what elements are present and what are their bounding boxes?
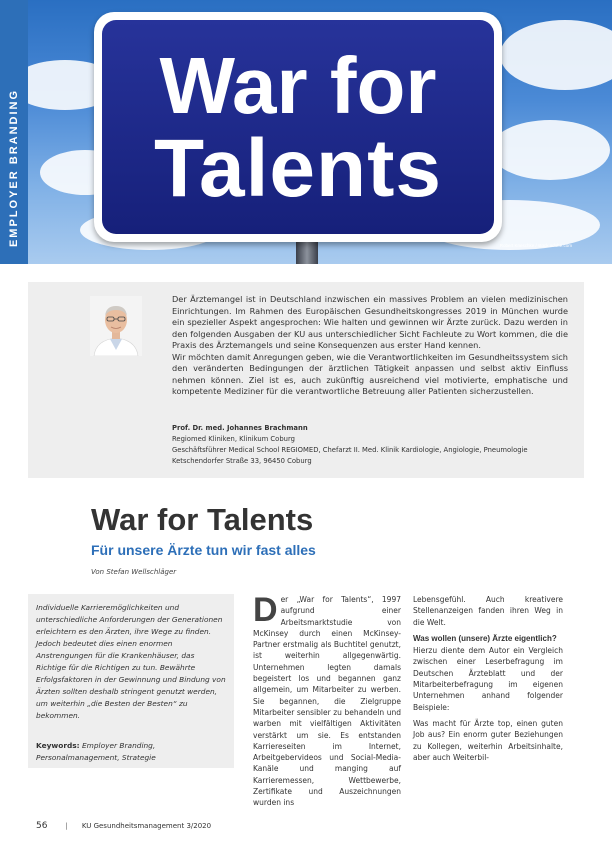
editorial-box: [28, 282, 584, 478]
abstract-text: Individuelle Karrieremöglichkeiten und unterschiedliche Anforderungen der Generationen erleichtern es den Ärzten, ihre Wege zu finden. Jedoch bedeutet dies einen enormen Anstrengungen für die Krankenhäuser, das Richtige für die Richtigen zu tun. Bewährte Erfolgsfaktoren in der Gewinnung und Bindung von Ärzten sollten deshalb stringent genutzt werden, um weiterhin „die Besten der Besten“ zu bekommen.: [36, 603, 226, 720]
article-title: War for Talents: [91, 502, 314, 537]
hero-image: [0, 0, 612, 264]
keywords: [36, 740, 226, 764]
body-paragraph: Was macht für Ärzte top, einen guten Job aus? Ein enorm guter Beziehungen zu Kollegen, weiterhin Arbeitsinhalte, aber auch Weiterbil-: [413, 718, 563, 762]
article-subtitle: Für unsere Ärzte tun wir fast alles: [91, 542, 316, 558]
signature-affiliation: Regiomed Kliniken, Klinikum Coburg: [172, 435, 295, 443]
signature-position: Geschäftsführer Medical School REGIOMED, Chefarzt II. Med. Klinik Kardiologie, Angiologie, Pneumologie: [172, 446, 528, 454]
signature-address: Ketschendorfer Straße 33, 96450 Coburg: [172, 457, 312, 465]
body-column-2: [413, 594, 563, 768]
author-portrait: [90, 296, 142, 356]
section-heading: Was wollen (unsere) Ärzte eigentlich?: [413, 633, 557, 643]
journal-name: KU Gesundheitsmanagement 3/2020: [81, 822, 212, 830]
body-text: er „War for Talents“, 1997 aufgrund einer Arbeitsmarktstudie von McKinsey durch einen McKinsey-Partner erstmalig als Buchtitel genutzt, ist weiterhin allgegenwärtig. Unternehmen legten damals begeistert los und begannen ganz allgemein, um Mitarbeiter zu werben. Sie begannen, die Zielgruppe Mitarbeiter sensibler zu behandeln und warben mit vielfältigen Aktivitäten verstärkt um sie. Es entstanden Karriereseiten im Internet, Arbeitgebervideos und Social-Media-Kanäle und manging auf Karrieremessen, Wettbewerbe, Zertifikate und Auszeichnungen wurden ins: [253, 595, 401, 808]
article-author: Von Stefan Wellschläger: [91, 568, 177, 576]
body-column-1: [253, 591, 401, 809]
keywords-label: Keywords:: [36, 741, 80, 750]
keywords-value: Employer Branding, Personalmanagement, Strategie: [36, 741, 156, 762]
sign-text-line2: Talents: [154, 123, 442, 214]
footer-divider: |: [65, 822, 68, 830]
page-footer: [36, 821, 211, 831]
portrait-icon: [90, 296, 142, 356]
editorial-paragraph: Der Ärztemangel ist in Deutschland inzwischen ein massives Problem an vielen medizinischen Einrichtungen. Im Rahmen des Europäischen Gesundheitskongresses 2019 in München wurde ein spezieller Aspekt angesprochen: Wie halten und gewinnen wir Ärzte zurück. Dazu werden in den folgenden Ausgaben der KU aus unterschiedlicher Sicht Fachleute zu Wort kommen, die die Praxis des Ärztemangels und seine Konsequenzen aus erster Hand kennen.: [172, 294, 568, 350]
page-number: 56: [36, 821, 48, 831]
road-sign: [94, 12, 502, 242]
drop-cap: D: [253, 591, 278, 629]
signature-name: Prof. Dr. med. Johannes Brachmann: [172, 424, 308, 432]
body-paragraph: Lebensgefühl. Auch kreativere Stellenanzeigen fanden ihren Weg in die Welt.: [413, 595, 563, 627]
editorial-signature: [172, 423, 528, 467]
editorial-paragraph: Wir möchten damit Anregungen geben, wie die Verantwortlichkeiten im Gesundheitssystem sich den veränderten Bedingungen der ärztlichen Tätigkeit anpassen und selbst aktiv Einfluss nehmen können. Ziel ist es, auch zukünftig ausreichend viel motivierte, emphatische und kompetente Mediziner für die verantwortliche Betreuung aller Patienten sicherzustellen.: [172, 351, 568, 396]
editorial-text: [172, 294, 568, 398]
section-label: EMPLOYER BRANDING: [8, 88, 20, 248]
road-sign-face: [102, 20, 494, 234]
photo-credit: Robert Kneschke / stock.adobe.com: [499, 243, 572, 248]
sign-text-line1: War for: [159, 41, 437, 130]
section-tab: [0, 0, 28, 264]
abstract-box: [28, 594, 234, 768]
cloud-shape: [500, 20, 612, 90]
cloud-shape: [490, 120, 610, 180]
body-paragraph: Hierzu diente dem Autor ein Vergleich zwischen einer Leserbefragung im Deutschen Ärzteblatt und der Mitarbeiterbefragung im eigenen Unternehmen anhand folgender Beispiele:: [413, 646, 563, 712]
